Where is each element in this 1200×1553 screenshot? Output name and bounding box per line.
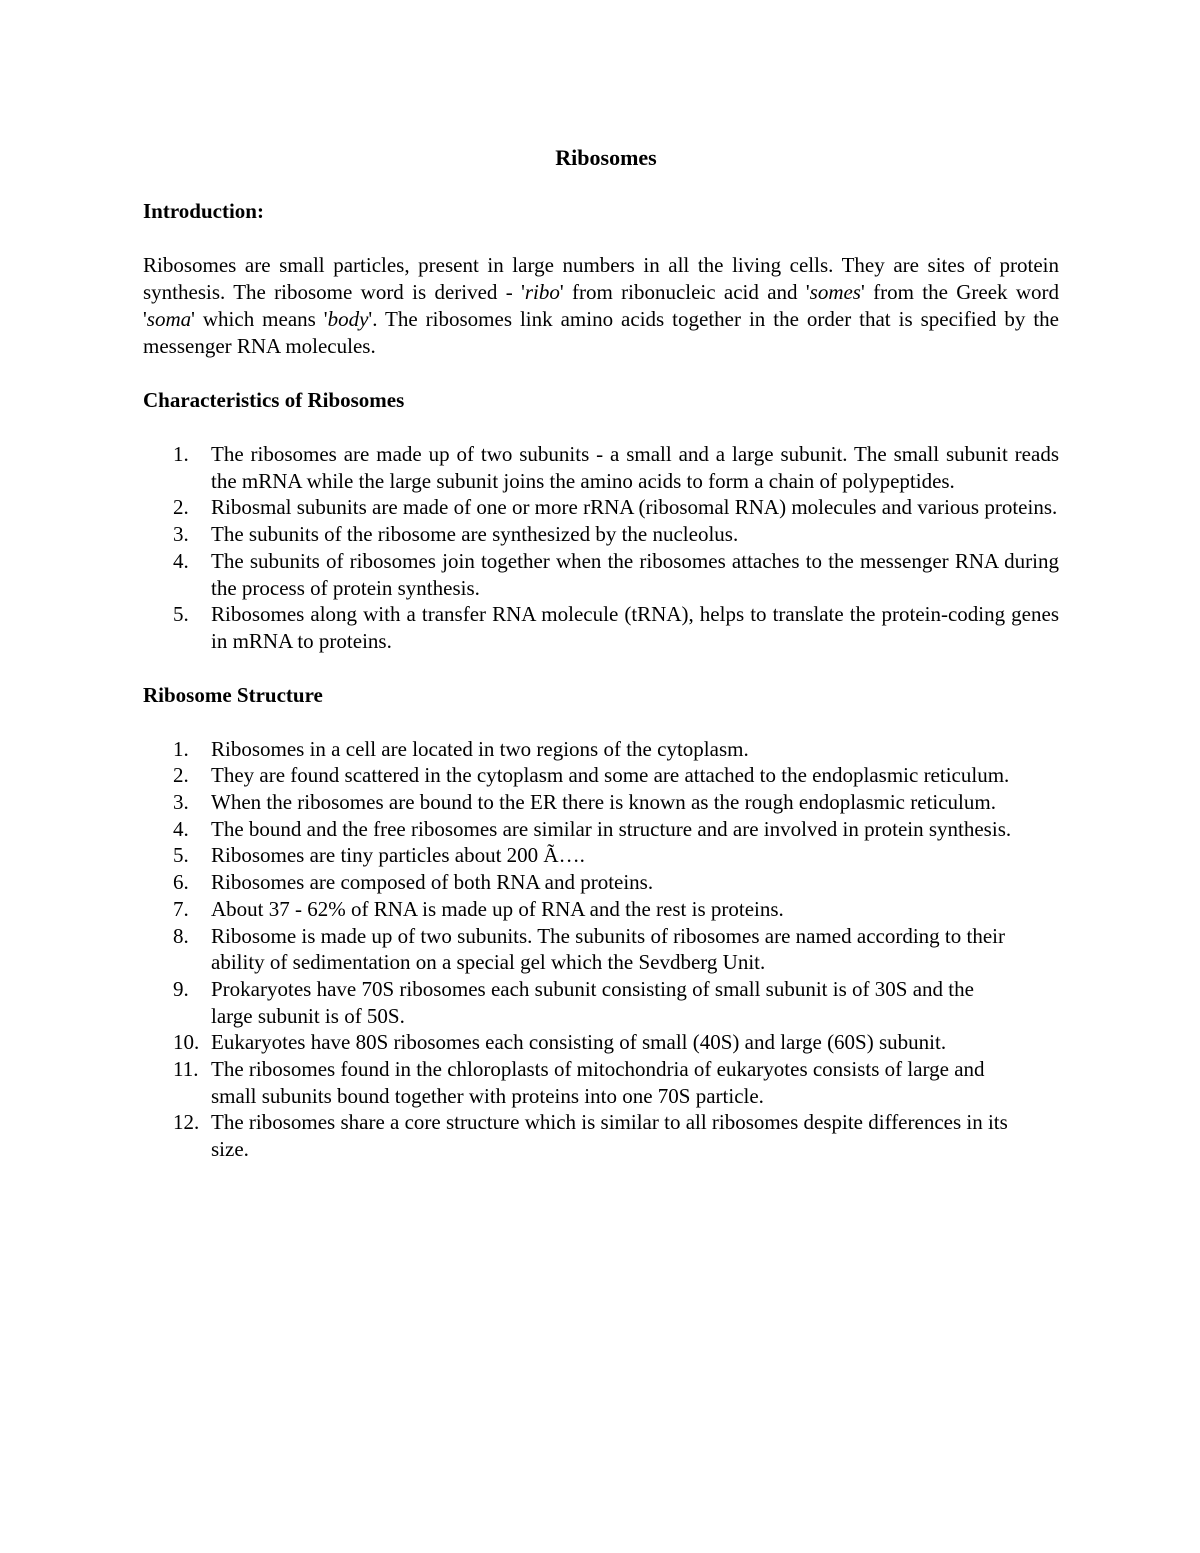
list-item [143,521,1059,548]
list-item-number: 3. [173,522,189,547]
list-item-text: Ribosomes are tiny particles about 200 Ã…. [211,843,585,868]
list-item-text: The ribosomes share a core structure which is similar to all ribosomes despite differences in its size. [211,1110,1008,1162]
list-item [143,1029,1059,1056]
list-item-text: They are found scattered in the cytoplasm and some are attached to the endoplasmic reticulum. [211,763,1010,788]
intro-ribo: ribo [524,280,560,304]
list-item [143,736,1059,763]
list-item-text: The subunits of ribosomes join together when the ribosomes attaches to the messenger RNA during the process of protein synthesis. [211,548,1059,600]
structure-heading: Ribosome Structure [143,682,323,707]
list-item-text: The bound and the free ribosomes are similar in structure and are involved in protein synthesis. [211,816,1012,841]
list-item [143,762,1059,789]
list-item [143,601,1059,654]
list-item-text: The ribosomes are made up of two subunits - a small and a large subunit. The small subunit reads the mRNA while the large subunit joins the amino acids to form a chain of polypeptides. [211,442,1059,493]
list-item-number: 6. [173,870,189,895]
list-item-number: 1. [173,736,189,761]
list-item [143,816,1059,843]
intro-somes: somes [809,280,861,304]
list-item-number: 7. [173,896,189,921]
list-item-number: 5. [173,602,189,627]
list-item-text: Ribosomes in a cell are located in two regions of the cytoplasm. [211,736,749,761]
list-item-text: The ribosomes found in the chloroplasts of mitochondria of eukaryotes consists of large and small subunits bound together with proteins into one 70S particle. [211,1057,985,1108]
intro-text-2: ' from ribonucleic acid and ' [559,280,810,304]
list-item-text: When the ribosomes are bound to the ER there is known as the rough endoplasmic reticulum. [211,790,996,815]
list-item [143,1056,1059,1109]
list-item [143,842,1059,869]
list-item-text: About 37 - 62% of RNA is made up of RNA and the rest is proteins. [211,896,784,921]
list-item [143,896,1059,923]
list-item-number: 3. [173,790,189,815]
list-item [143,976,1059,1029]
characteristics-heading: Characteristics of Ribosomes [143,388,405,412]
list-item-number: 4. [173,816,189,841]
list-item-number: 2. [173,495,189,520]
list-item [143,441,1059,494]
intro-text-5: '. The ribosomes link amino acids together in the order that is specified by the messenger RNA molecules. [143,307,1059,358]
list-item [143,494,1059,521]
list-item-number: 9. [173,976,189,1001]
list-item-number: 5. [173,843,189,868]
intro-text-1: Ribosomes are small particles, present in large numbers in all the living cells. They are sites of protein synthesis. The ribosome word is derived - ' [143,253,1059,304]
intro-text-4: ' which means ' [191,307,328,331]
document-title: Ribosomes [555,145,657,170]
list-item-number: 1. [173,442,189,466]
introduction-heading: Introduction: [143,199,264,223]
list-item-text: Ribosome is made up of two subunits. The subunits of ribosomes are named according to their ability of sedimentation on a special gel which the Sevdberg Unit. [211,923,1005,975]
intro-soma: soma [146,307,192,331]
list-item-text: The subunits of the ribosome are synthesized by the nucleolus. [211,522,739,547]
structure-list [143,736,1059,1163]
list-item-number: 8. [173,923,189,948]
characteristics-list [143,441,1059,655]
list-item-number: 2. [173,763,189,788]
list-item-text: Eukaryotes have 80S ribosomes each consisting of small (40S) and large (60S) subunit. [211,1030,947,1055]
list-item-text: Ribosomes are composed of both RNA and proteins. [211,870,654,895]
intro-body: body [327,307,369,331]
introduction-paragraph [143,252,1059,360]
document-page [143,140,1059,1163]
list-item-text: Ribosmal subunits are made of one or more rRNA (ribosomal RNA) molecules and various proteins. [211,495,1058,520]
list-item [143,548,1059,601]
list-item-text: Prokaryotes have 70S ribosomes each subunit consisting of small subunit is of 30S and the large subunit is of 50S. [211,976,974,1028]
list-item [143,789,1059,816]
list-item-number: 11. [173,1057,199,1082]
list-item-number: 4. [173,548,189,573]
list-item [143,869,1059,896]
intro-text-3: ' from the Greek word ' [143,280,1059,331]
list-item-number: 12. [173,1110,200,1135]
list-item [143,923,1059,976]
list-item-number: 10. [173,1030,200,1055]
list-item-text: Ribosomes along with a transfer RNA molecule (tRNA), helps to translate the protein-coding genes in mRNA to proteins. [211,602,1059,653]
list-item [143,1109,1059,1162]
